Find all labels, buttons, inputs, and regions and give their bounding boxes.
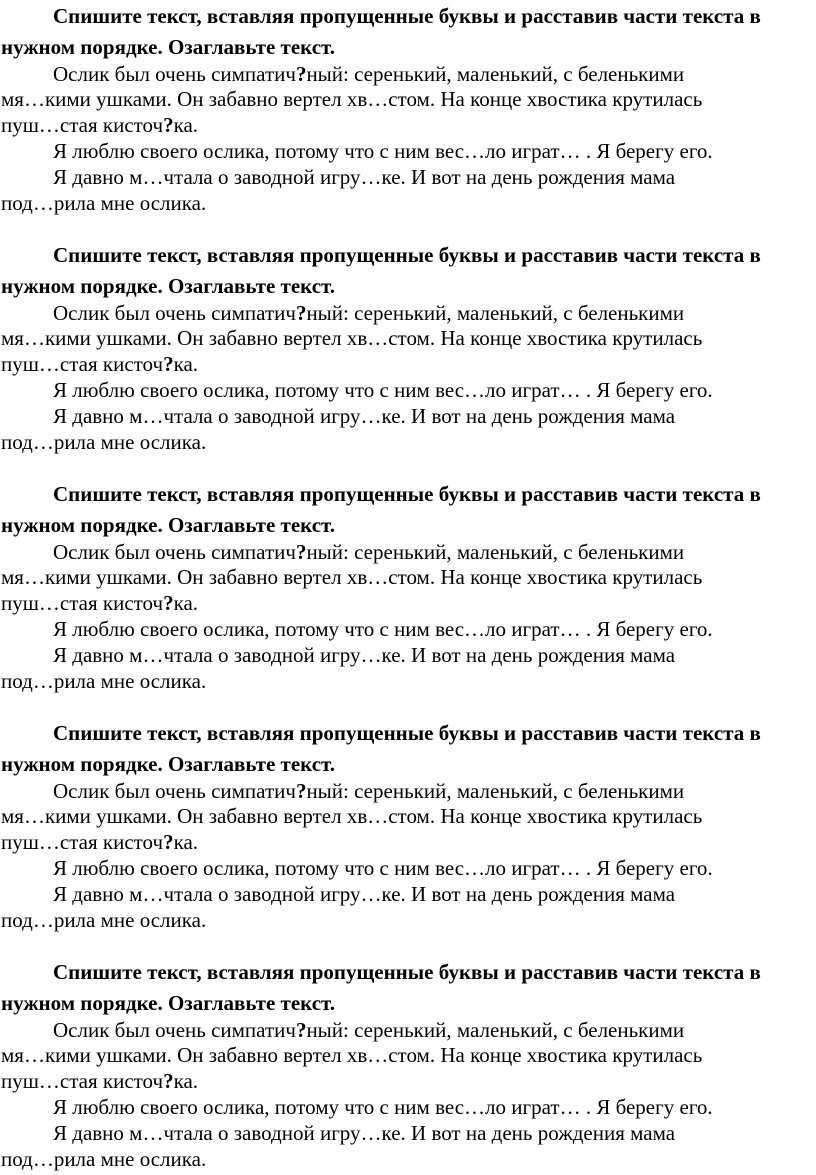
paragraph-line: мя…кими ушками. Он забавно вертел хв…стом. На конце хвостика крутилась [1, 1043, 703, 1067]
paragraph-line: мя…кими ушками. Он забавно вертел хв…стом. На конце хвостика крутилась [1, 326, 703, 350]
text-fragment: ка. [173, 352, 199, 376]
paragraph-line [1, 352, 198, 376]
exercise-title-line-1: Спишите текст, вставляя пропущенные буквы и расставив части текста в [53, 721, 761, 745]
exercise-title-line-2: нужном порядке. Озаглавьте текст. [1, 991, 336, 1015]
paragraph-line [1, 830, 198, 854]
paragraph-love-donkey: Я люблю своего ослика, потому что с ним вес…ло играт… . Я берегу его. [53, 378, 713, 402]
text-fragment: пуш…стая кисточ [1, 113, 164, 137]
text-fragment: пуш…стая кисточ [1, 830, 164, 854]
text-fragment: ный: серенький, маленький, с беленькими [306, 1018, 685, 1042]
text-fragment: пуш…стая кисточ [1, 352, 164, 376]
paragraph-dream-toy: Я давно м…чтала о заводной игру…ке. И вот на день рождения мама [53, 404, 676, 428]
paragraph-donkey-description [53, 301, 684, 325]
text-fragment: Ослик был очень симпатич [53, 779, 296, 803]
exercise-title-line-1: Спишите текст, вставляя пропущенные буквы и расставив части текста в [53, 243, 761, 267]
paragraph-line: мя…кими ушками. Он забавно вертел хв…стом. На конце хвостика крутилась [1, 804, 703, 828]
paragraph-line: мя…кими ушками. Он забавно вертел хв…стом. На конце хвостика крутилась [1, 87, 703, 111]
text-fragment: Ослик был очень симпатич [53, 62, 296, 86]
paragraph-love-donkey: Я люблю своего ослика, потому что с ним вес…ло играт… . Я берегу его. [53, 1095, 713, 1119]
text-fragment: ный: серенький, маленький, с беленькими [306, 301, 685, 325]
text-fragment: ка. [173, 830, 199, 854]
missing-letter-mark: ? [163, 352, 174, 376]
exercise-title-line-2: нужном порядке. Озаглавьте текст. [1, 274, 336, 298]
text-fragment: ка. [173, 591, 199, 615]
text-fragment: ный: серенький, маленький, с беленькими [306, 540, 685, 564]
missing-letter-mark: ? [163, 1069, 174, 1093]
text-fragment: ка. [173, 113, 199, 137]
text-fragment: Ослик был очень симпатич [53, 540, 296, 564]
text-fragment: ный: серенький, маленький, с беленькими [306, 779, 685, 803]
missing-letter-mark: ? [295, 779, 307, 803]
text-fragment: ка. [173, 1069, 199, 1093]
paragraph-line: под…рила мне ослика. [1, 908, 207, 932]
paragraph-love-donkey: Я люблю своего ослика, потому что с ним вес…ло играт… . Я берегу его. [53, 139, 713, 163]
paragraph-dream-toy: Я давно м…чтала о заводной игру…ке. И вот на день рождения мама [53, 1121, 676, 1145]
missing-letter-mark: ? [295, 62, 307, 86]
text-fragment: ный: серенький, маленький, с беленькими [306, 62, 685, 86]
exercise-title-line-2: нужном порядке. Озаглавьте текст. [1, 752, 336, 776]
exercise-title-line-1: Спишите текст, вставляя пропущенные буквы и расставив части текста в [53, 4, 761, 28]
missing-letter-mark: ? [295, 301, 307, 325]
exercise-title-line-1: Спишите текст, вставляя пропущенные буквы и расставив части текста в [53, 482, 761, 506]
exercise-title-line-1: Спишите текст, вставляя пропущенные буквы и расставив части текста в [53, 960, 761, 984]
paragraph-love-donkey: Я люблю своего ослика, потому что с ним вес…ло играт… . Я берегу его. [53, 856, 713, 880]
exercise-title-line-2: нужном порядке. Озаглавьте текст. [1, 35, 336, 59]
paragraph-donkey-description [53, 62, 684, 86]
paragraph-donkey-description [53, 1018, 684, 1042]
paragraph-line: под…рила мне ослика. [1, 669, 207, 693]
paragraph-line: мя…кими ушками. Он забавно вертел хв…стом. На конце хвостика крутилась [1, 565, 703, 589]
paragraph-love-donkey: Я люблю своего ослика, потому что с ним вес…ло играт… . Я берегу его. [53, 617, 713, 641]
paragraph-line: под…рила мне ослика. [1, 1147, 207, 1171]
paragraph-line [1, 591, 198, 615]
paragraph-line [1, 1069, 198, 1093]
paragraph-line: под…рила мне ослика. [1, 430, 207, 454]
missing-letter-mark: ? [295, 540, 307, 564]
paragraph-dream-toy: Я давно м…чтала о заводной игру…ке. И вот на день рождения мама [53, 165, 676, 189]
missing-letter-mark: ? [163, 830, 174, 854]
missing-letter-mark: ? [295, 1018, 307, 1042]
paragraph-dream-toy: Я давно м…чтала о заводной игру…ке. И вот на день рождения мама [53, 643, 676, 667]
text-fragment: Ослик был очень симпатич [53, 301, 296, 325]
paragraph-donkey-description [53, 779, 684, 803]
text-fragment: пуш…стая кисточ [1, 1069, 164, 1093]
exercise-title-line-2: нужном порядке. Озаглавьте текст. [1, 513, 336, 537]
paragraph-dream-toy: Я давно м…чтала о заводной игру…ке. И вот на день рождения мама [53, 882, 676, 906]
missing-letter-mark: ? [163, 113, 174, 137]
paragraph-line: под…рила мне ослика. [1, 191, 207, 215]
missing-letter-mark: ? [163, 591, 174, 615]
text-fragment: пуш…стая кисточ [1, 591, 164, 615]
paragraph-donkey-description [53, 540, 684, 564]
paragraph-line [1, 113, 198, 137]
text-fragment: Ослик был очень симпатич [53, 1018, 296, 1042]
